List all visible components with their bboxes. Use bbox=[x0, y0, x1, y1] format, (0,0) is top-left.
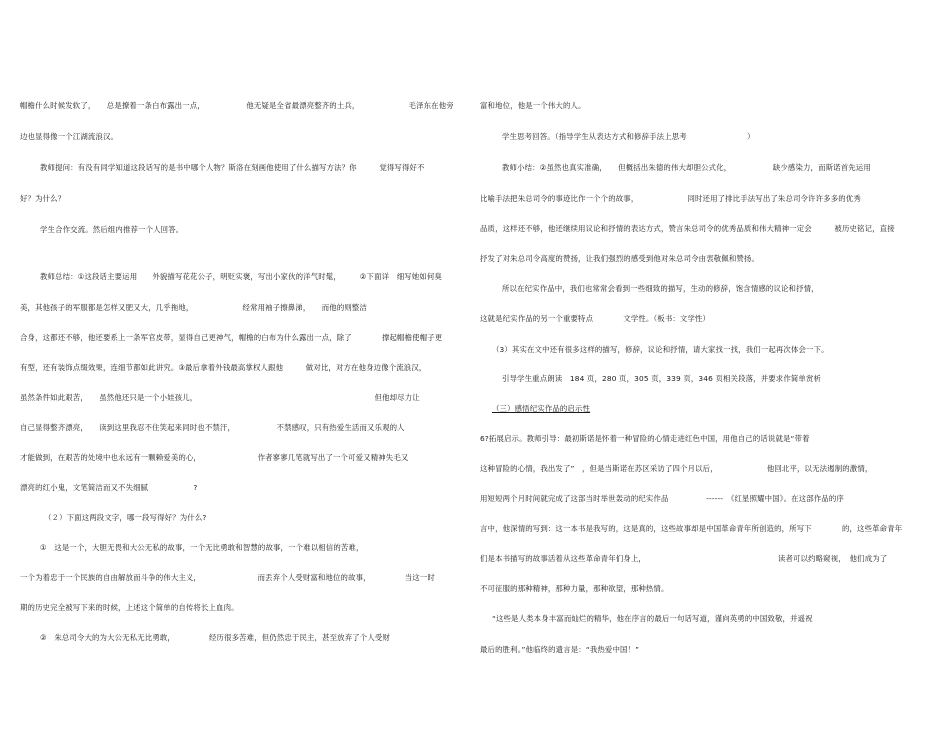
section-heading: （三）感悟纪实作品的启示性 bbox=[492, 404, 591, 413]
paragraph-line: 学生合作交流。然后组内推荐一个人回答。 bbox=[40, 225, 184, 234]
paragraph-line: 们是本书描写的故事活着从这些革命青年们身上， 读者可以约略窥视， 他们成为了 bbox=[480, 554, 888, 563]
paragraph-line: 言中，他深情的写到：这一本书是我写的，这是真的，这些故事却是中国革命青年所创造的，所写下 的，这些革命青年 bbox=[480, 524, 903, 533]
paragraph-line: 帽檐什么时候发软了， 总是撩着一条白布露出一点， 他无疑是全省最漂亮整齐的土兵， 毛泽东在他旁 bbox=[20, 101, 454, 110]
paragraph-line: 这种冒险的心情，我出发了” ，但是当斯诺在苏区采访了四个月以后， 他回北平，以无法遏制的激情， bbox=[480, 464, 873, 473]
paragraph-line: 品质，这样还不够，他还继续用议论和抒情的表达方式，赞言朱总司令的优秀品质和伟大精神一定会 被历史铭记，直接 bbox=[480, 224, 895, 233]
paragraph-line: 有型，还有装饰点缀效果，连细节都如此讲究。③最后拿着外钱最高掌权人跟他 做对比，对方在他身边像个流浪汉， bbox=[20, 363, 427, 372]
paragraph-line: “这些是人类本身丰富而灿烂的精华，他在序言的最后一句话写道，谨向英勇的中国致敬，并遥祝 bbox=[492, 614, 813, 623]
paragraph-line: 美，其他孩子的军服都是怎样又肥又大，几乎拖地， 经常用袖子擦鼻涕， 而他的则整洁 bbox=[20, 303, 368, 312]
paragraph-line: 抒发了对朱总司令高度的赞扬，让我们强烈的感受到他对朱总司令由衷敬佩和赞扬。 bbox=[480, 254, 760, 263]
paragraph-line: 教师小结：②虽然也真实准确， 但概括出朱德的伟大却胆公式化， 缺少感染力，而斯诺首先运用 bbox=[502, 163, 871, 172]
paragraph-line: 这就是纪实作品的另一个重要特点 文学性。（板书：文学性） bbox=[480, 314, 711, 323]
paragraph-line: （3）其实在文中还有很多这样的描写，修辞，议论和抒情，请大家找一找，我们一起再次体会一下。 bbox=[492, 345, 829, 354]
paragraph-line: 边也显得像一个江湖流浪汉。 bbox=[20, 132, 119, 141]
paragraph-line: 自己显得整齐漂亮， 读到这里我忍不住笑起来同时也不禁汗， 不禁感叹，只有热爱生活而又乐观的人 bbox=[20, 423, 405, 432]
paragraph-line: 教师提问：有没有同学知道这段话写的是书中哪个人物？斯洛在刻画他使用了什么描写方法？你 觉得写得好不 bbox=[40, 163, 425, 172]
paragraph-line: 6?拓展启示。教师引导：最初斯诺是怀着一种冒险的心情走进红色中国，用他自己的话说就是“带着 bbox=[480, 434, 810, 443]
paragraph-line: 教师总结：①这段话主要运用 外貌描写花花公子，明贬实褒，写出小家伙的洋气时髦， ②下面详 细写她如何臭 bbox=[40, 272, 442, 281]
paragraph-line: 期的历史完全被写下来的时候，上述这个简单的自传将长上血肉。 bbox=[20, 603, 239, 612]
paragraph-line: ② 朱总司令大的为大公无私无比勇敢， 经历很多苦难，但仍然忠于民主，甚至放弃了个人受财 bbox=[40, 633, 390, 642]
paragraph-line: 用短短两个月时间就完成了这部当时举世轰动的纪实作品 ------ 《红星照耀中国》。在这部作品的序 bbox=[480, 494, 844, 503]
paragraph-line: 所以在纪实作品中，我们也常常会看到一些细致的描写，生动的修辞，饱含情感的议论和抒情， bbox=[502, 284, 819, 293]
paragraph-line: 学生思考回答。（指导学生从表达方式和修辞手法上思考 ） bbox=[502, 132, 755, 141]
paragraph-line: （２）下面这两段文字，哪一段写得好？为什么? bbox=[44, 513, 207, 522]
paragraph-line: 虽然条件如此艰苦， 虽然他还只是一个小娃孩儿， 但他却尽力让 bbox=[20, 393, 420, 402]
paragraph-line: 不可征服的那种精神，那种力量，那种欲望，那种热情。 bbox=[480, 584, 669, 593]
paragraph-line: 好？为什么？ bbox=[20, 194, 66, 203]
paragraph-line: ① 这是一个，大胆无畏和大公无私的故事，一个无比勇敢和智慧的故事，一个难以相信的苦难， bbox=[40, 543, 364, 552]
paragraph-line: 合身，这都还不够，他还要系上一条军官皮带，显得自己更神气，帽檐的白布为什么露出一点，除了 撑起帽檐使帽子更 bbox=[20, 333, 443, 342]
paragraph-line: 才能做到，在艰苦的处境中也永远有一颗赖爱美的心， 作者寥寥几笔就写出了一个可爱又精神失毛又 bbox=[20, 453, 409, 462]
paragraph-line: 比喻手法把朱总司令的事迹比作一个个的故事， 同时还用了排比手法写出了朱总司令许许多多的优秀 bbox=[480, 194, 861, 203]
paragraph-line: 一个为着忠于一个民族的自由解放而斗争的伟大主义， 而丢弃个人受财富和地位的故事， 当这一时 bbox=[20, 573, 435, 582]
paragraph-line: 漂亮的红小鬼，文笔简洁而又不失细腻 ? bbox=[20, 483, 198, 492]
paragraph-line: 引导学生重点朗读 184 页，280 页，305 页，339 页，346 页相关段落，并要求作简单赏析 bbox=[502, 374, 822, 383]
paragraph-line: 最后的胜利。”他临终的遗言是：“我热爱中国！” bbox=[480, 645, 640, 654]
paragraph-line: 富和地位，他是一个伟大的人。 bbox=[480, 101, 586, 110]
